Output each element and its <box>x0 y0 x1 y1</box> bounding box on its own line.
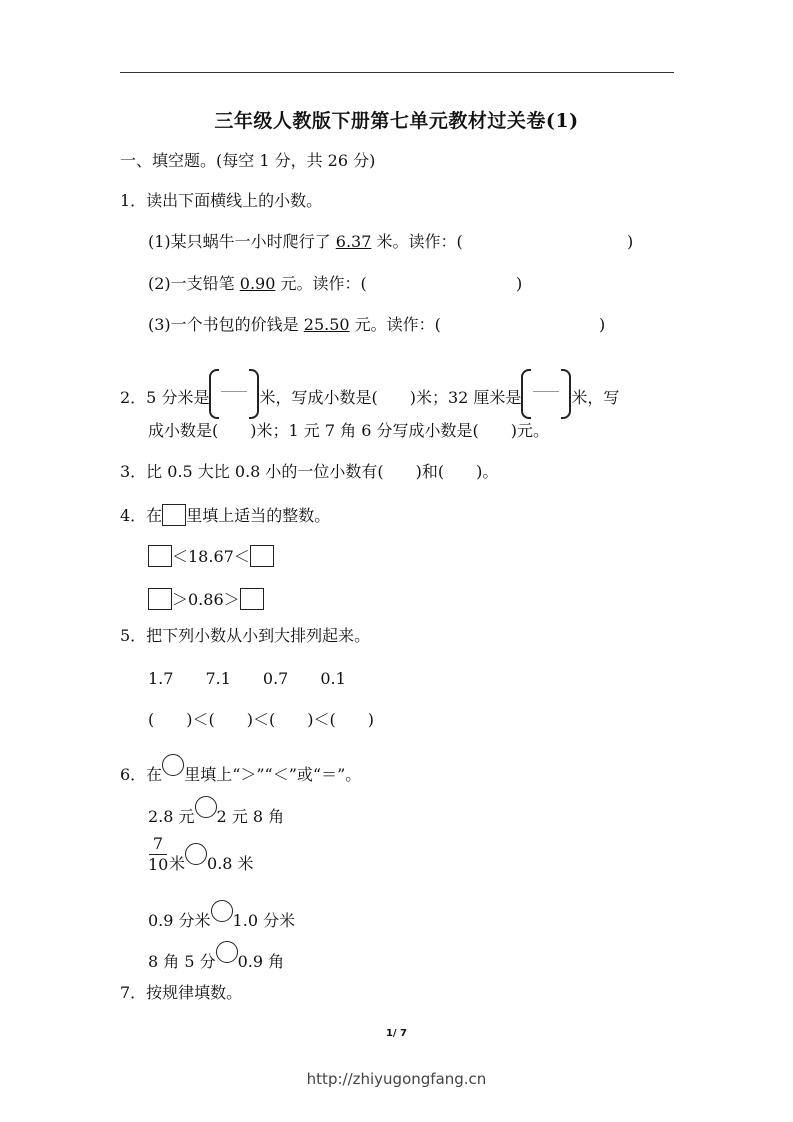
fraction-blank[interactable] <box>521 369 571 417</box>
question-5-answer: ( )＜( )＜( )＜( ) <box>148 710 374 729</box>
question-6-row-3: 0.9 分米 1.0 分米 <box>148 900 295 932</box>
question-4-row-2: ＞0.86＞ <box>148 588 264 611</box>
question-6-row-2: 米 0.8 米 <box>169 843 254 875</box>
circle-blank <box>162 754 184 776</box>
question-1-b: (2)一支铅笔 0.90 元。读作：( <box>148 274 367 293</box>
square-blank[interactable] <box>148 545 172 567</box>
circle-blank[interactable] <box>185 843 207 865</box>
circle-blank[interactable] <box>211 900 233 922</box>
circle-blank[interactable] <box>195 796 217 818</box>
question-1-stem: 1．读出下面横线上的小数。 <box>120 191 323 210</box>
question-6-stem: 6．在 里填上“＞”“＜”或“＝”。 <box>120 754 361 786</box>
page-title: 三年级人教版下册第七单元教材过关卷(1) <box>214 110 579 132</box>
question-1-c: (3)一个书包的价钱是 25.50 元。读作：( <box>148 315 441 334</box>
question-1-a: (1)某只蜗牛一小时爬行了 6.37 米。读作：( <box>148 232 463 251</box>
question-2-line-2: 成小数是( )米；1 元 7 角 6 分写成小数是( )元。 <box>148 421 549 440</box>
square-blank[interactable] <box>148 588 172 610</box>
circle-blank[interactable] <box>216 941 238 963</box>
question-1-b-close: ) <box>516 274 523 293</box>
question-1-c-close: ) <box>599 315 606 334</box>
question-6-row-4: 8 角 5 分 0.9 角 <box>148 941 284 973</box>
question-7-stem: 7．按规律填数。 <box>120 983 243 1002</box>
footer-url[interactable]: http://zhiyugongfang.cn <box>306 1070 487 1088</box>
fraction-blank[interactable] <box>209 369 259 417</box>
page-number: 1/ 7 <box>385 1028 408 1039</box>
fraction-seven-tenths: 7 10 <box>148 834 169 874</box>
question-5-numbers: 1.7 7.1 0.7 0.1 <box>148 669 346 688</box>
square-blank[interactable] <box>240 588 264 610</box>
square-blank[interactable] <box>250 545 274 567</box>
question-4-row-1: ＜18.67＜ <box>148 545 274 568</box>
question-2-line-1: 2．5 分米是 米，写成小数是( )米；32 厘米是 米，写 <box>120 369 619 422</box>
question-5-stem: 5．把下列小数从小到大排列起来。 <box>120 626 371 645</box>
question-6-row-1: 2.8 元 2 元 8 角 <box>148 796 284 828</box>
question-4-stem: 4．在 里填上适当的整数。 <box>120 506 331 525</box>
header-rule <box>120 72 674 73</box>
question-1-a-close: ) <box>627 232 634 251</box>
square-blank <box>162 504 186 526</box>
section-heading: 一、填空题。(每空 1 分，共 26 分) <box>120 151 376 170</box>
question-3: 3．比 0.5 大比 0.8 小的一位小数有( )和( )。 <box>120 462 499 481</box>
